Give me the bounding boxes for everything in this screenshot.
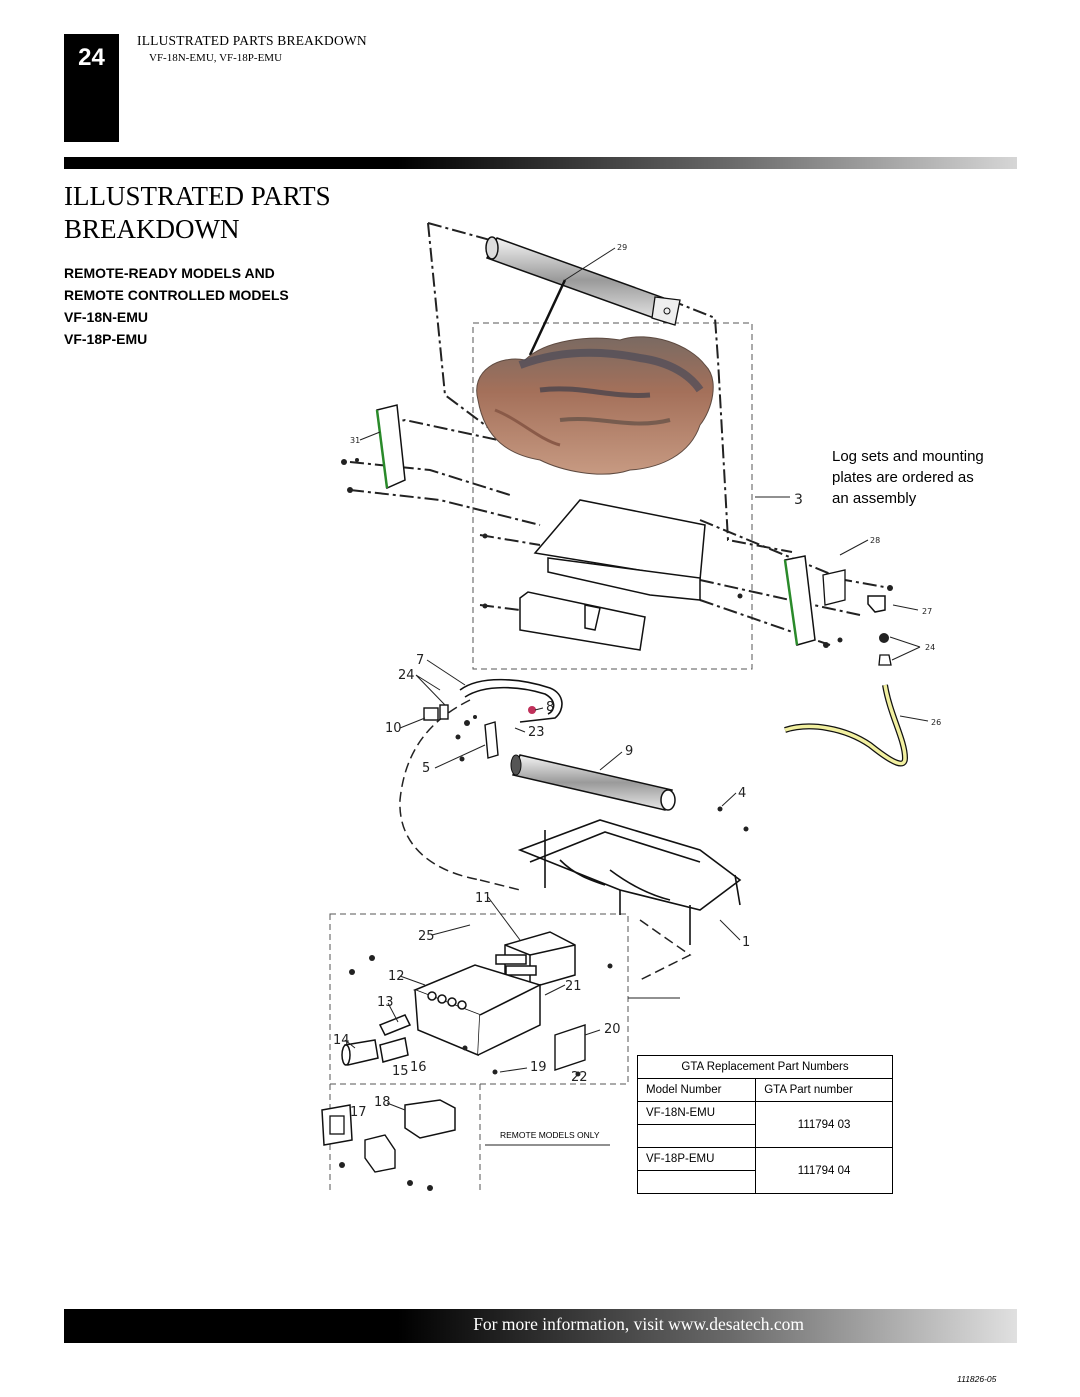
burner-outline [480,880,520,890]
part-label: 1 [742,935,751,950]
burner-outline [640,920,690,980]
wall-plate-17 [322,1105,352,1145]
label-leader [893,605,918,610]
valve-body-12 [415,965,540,1055]
bracket-20 [555,1025,585,1070]
table-header: GTA Part number [756,1079,893,1102]
remote-models-note: REMOTE MODELS ONLY [500,1130,600,1140]
elbow-fitting-27 [868,596,885,612]
label-leader [435,745,485,768]
part-label: 28 [870,536,881,545]
part-label: 10 [385,721,402,736]
label-leader [400,718,425,728]
pilot-orifice-8 [528,706,536,714]
label-leader [600,752,622,770]
table-cell-part: 111794 03 [756,1102,893,1148]
label-leader [360,432,380,440]
footer-text: For more information, visit www.desatech.com [473,1314,804,1334]
leader-line [428,223,490,240]
part-label: 26 [931,718,942,727]
label-leader [427,660,465,685]
label-leader [720,920,740,940]
page-title: ILLUSTRATED PARTS BREAKDOWN [64,181,331,244]
receiver-box-18 [405,1100,455,1138]
part-label: 9 [625,744,634,759]
knob-13-14 [342,1015,410,1065]
burner-tube-9 [511,755,675,810]
part-label: 31 [350,436,361,445]
table-header: Model Number [638,1079,756,1102]
part-label: 24 [398,668,415,683]
label-leader [890,637,920,660]
table-cell-empty [638,1125,756,1148]
part-label: 25 [418,929,435,944]
part-label: 15 [392,1064,409,1079]
table-cell-model: VF-18N-EMU [638,1102,756,1125]
subheading-line: REMOTE-READY MODELS AND [64,265,275,281]
bracket-5 [485,722,498,758]
part-label: 24 [925,643,936,652]
subheading-line: VF-18N-EMU [64,309,149,325]
label-leader [500,1068,527,1072]
grate-3 [535,500,705,600]
document-code: 111826-05 [957,1374,997,1384]
part-label: 27 [922,607,933,616]
nut-24-right [879,633,891,665]
burner-tube-29 [486,237,680,325]
leader-line [350,462,510,495]
page-number: 24 [78,44,105,71]
label-leader [585,1030,600,1035]
label-leader [416,675,445,705]
log-set-callout: Log sets and mounting plates are ordered as an assembly [832,448,984,507]
part-label: 8 [546,700,555,715]
table-cell-model: VF-18P-EMU [638,1148,756,1171]
part-label: 4 [738,786,747,801]
part-label: 21 [565,979,582,994]
mounting-plate-28 [785,556,845,645]
part-label: 14 [333,1033,350,1048]
label-leader [545,985,565,995]
part-label: 19 [530,1060,547,1075]
switch-16 [365,1135,395,1172]
running-models: VF-18N-EMU, VF-18P-EMU [149,52,283,64]
log-set-image [477,337,714,474]
part-label: 13 [377,995,394,1010]
part-label: 3 [794,492,803,508]
table-cell-part: 111794 04 [756,1148,893,1194]
table-cell-empty [638,1171,756,1194]
leader-line [350,490,540,525]
part-label: 12 [388,969,405,984]
footer-bar [64,1309,1017,1343]
fitting-10 [424,705,448,720]
ember-shield [520,592,645,650]
label-leader [722,793,736,806]
mounting-plate-31 [377,405,405,488]
part-label: 29 [617,243,628,252]
leader-line [480,535,540,545]
label-leader [840,540,868,555]
part-label: 5 [422,761,431,776]
part-label: 20 [604,1022,621,1037]
label-leader [488,897,520,940]
part-label: 17 [350,1105,367,1120]
subheading-line: REMOTE CONTROLLED MODELS [64,287,289,303]
part-label: 23 [528,725,545,740]
part-label: 11 [475,891,492,906]
part-label: 18 [374,1095,391,1110]
gta-parts-table [637,1055,893,1194]
table-caption: GTA Replacement Part Numbers [638,1056,893,1079]
part-label: 16 [410,1060,427,1075]
label-leader [535,708,543,710]
label-leader [900,716,928,721]
label-leader [515,728,525,732]
log-grate-1 [520,820,740,945]
label-leader [432,925,470,935]
part-label: 7 [416,653,425,668]
burner-outline [400,700,480,880]
running-title: ILLUSTRATED PARTS BREAKDOWN [137,33,367,48]
part-label: 22 [571,1070,588,1085]
subheading-line: VF-18P-EMU [64,331,148,347]
